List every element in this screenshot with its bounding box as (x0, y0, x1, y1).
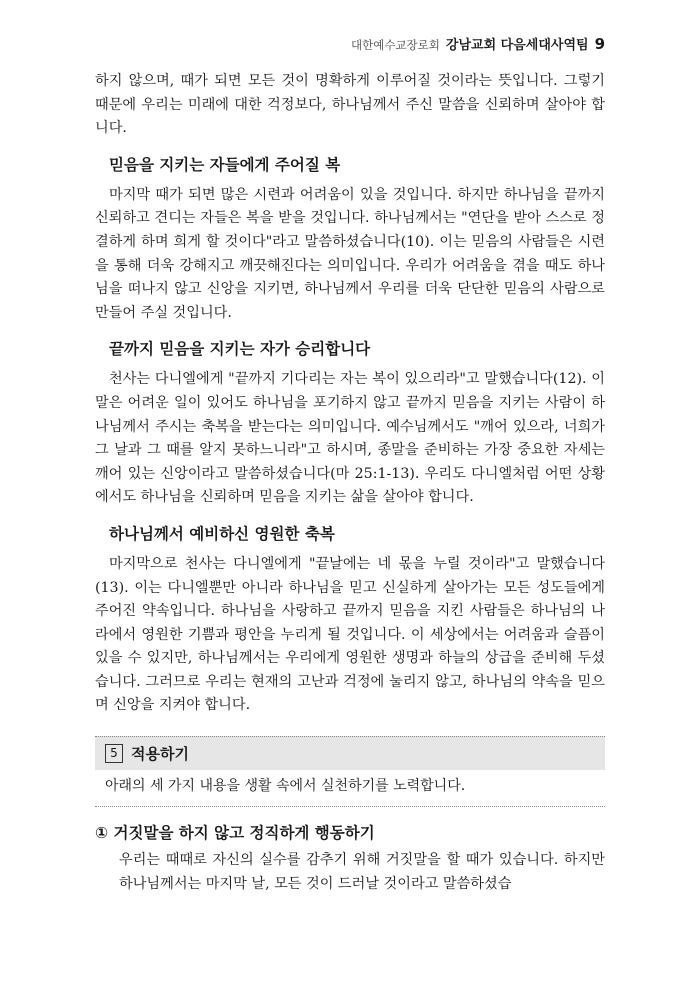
apply-point-heading: ① 거짓말을 하지 않고 정직하게 행동하기 (95, 824, 375, 843)
page-number: 9 (594, 35, 605, 53)
intro-paragraph: 하지 않으며, 때가 되면 모든 것이 명확하게 이루어질 것이라는 뜻입니다. 그렇기 때문에 우리는 미래에 대한 걱정보다, 하나님께서 주신 말씀을 신뢰하며 살아야 합니다. (95, 73, 605, 137)
section-heading: 믿음을 지키는 자들에게 주어질 복 (109, 155, 341, 174)
section-paragraph: 마지막 때가 되면 많은 시련과 어려움이 있을 것입니다. 하지만 하나님을 끝까지 신뢰하고 견디는 자들은 복을 받을 것입니다. 하나님께서는 "연단을 받아 스스로 정결하게 하며 희게 할 것이다"라고 말씀하셨습니다(10). 이는 믿음의 사람들은 시련을 통해 더욱 강해지고 깨끗해진다는 의미입니다. 우리가 어려움을 겪을 때도 하나님을 떠나지 않고 신앙을 지키면, 하나님께서 우리를 더욱 단단한 믿음의 사람으로 만들어 주실 것입니다. (95, 186, 605, 321)
ministry-team: 강남교회 다음세대사역팀 (445, 38, 589, 53)
apply-point-body: 우리는 때때로 자신의 실수를 감추기 위해 거짓말을 할 때가 있습니다. 하지만 하나님께서는 마지막 날, 모든 것이 드러날 것이라고 말씀하셨습 (119, 852, 605, 892)
section-paragraph: 마지막으로 천사는 다니엘에게 "끝날에는 네 몫을 누릴 것이라"고 말했습니다(13). 이는 다니엘뿐만 아니라 하나님을 믿고 신실하게 살아가는 모든 성도들에게 주어진 약속입니다. 하나님을 사랑하고 끝까지 믿음을 지킨 사람들은 하나님의 나라에서 영원한 기쁨과 평안을 누리게 될 것입니다. 이 세상에서는 어려움과 슬픔이 있을 수 있지만, 하나님께서는 우리에게 영원한 생명과 하늘의 상급을 준비해 두셨습니다. 그러므로 우리는 현재의 고난과 걱정에 눌리지 않고, 하나님의 약속을 믿으며 신앙을 지켜야 합니다. (95, 555, 605, 714)
section-paragraph: 천사는 다니엘에게 "끝까지 기다리는 자는 복이 있으리라"고 말했습니다(12). 이 말은 어려운 일이 있어도 하나님을 포기하지 않고 끝까지 믿음을 지키는 사람이 하나님께서 주시는 축복을 받는다는 의미입니다. 예수님께서도 "깨어 있으라, 너희가 그 날과 그 때를 알지 못하느니라"고 하시며, 종말을 준비하는 가장 중요한 자세는 깨어 있는 신앙이라고 말씀하셨습니다(마 25:1-13). 우리도 다니엘처럼 어떤 상황에서도 하나님을 신뢰하며 믿음을 지키는 삶을 살아야 합니다. (95, 371, 605, 506)
apply-intro: 아래의 세 가지 내용을 생활 속에서 실천하기를 노력합니다. (95, 770, 605, 807)
apply-section-number: 5 (105, 744, 123, 763)
church-organization: 대한예수교장로회 (351, 38, 440, 52)
apply-section-title: 적용하기 (131, 745, 189, 764)
page-content (95, 70, 605, 896)
section-heading: 끝까지 믿음을 지키는 자가 승리합니다 (109, 340, 371, 359)
section-heading: 하나님께서 예비하신 영원한 축복 (109, 524, 335, 543)
page-header (351, 34, 605, 53)
apply-section-header (95, 736, 605, 770)
